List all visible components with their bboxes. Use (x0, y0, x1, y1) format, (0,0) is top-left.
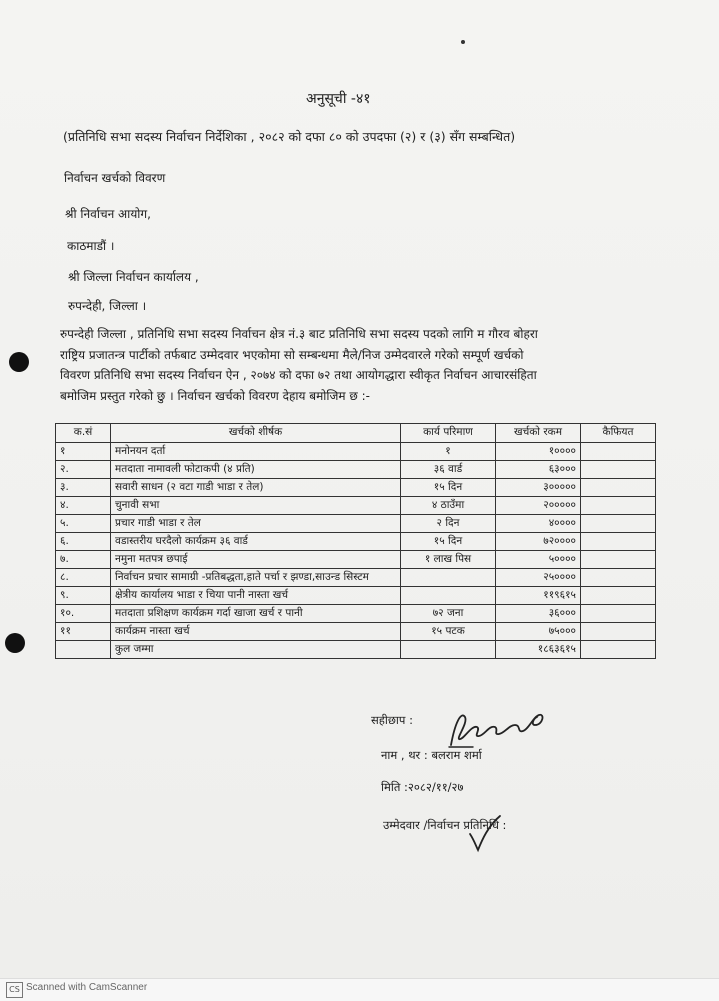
paragraph-line: राष्ट्रिय प्रजातन्त्र पार्टीको तर्फबाट उम्मेदवार भएकोमा सो सम्बन्धमा मैले/निज उम्मेदवारले गरेको सम्पूर्ण खर्चको (60, 347, 524, 362)
table-row (56, 551, 656, 569)
row-amount: २५०००० (496, 569, 581, 587)
paragraph-line: रुपन्देही जिल्ला , प्रतिनिधि सभा सदस्य निर्वाचन क्षेत्र नं.३ बाट प्रतिनिधि सभा सदस्य पदको लागि म गौरव बोहरा (60, 327, 538, 341)
paragraph-line: विवरण प्रतिनिधि सभा सदस्य निर्वाचन ऐन , २०७४ को दफा ७२ तथा आयोगद्धारा स्वीकृत निर्वाचन आचारसंहिता (60, 368, 537, 382)
row-quantity: १५ दिन (401, 479, 496, 497)
row-serial: ११ (56, 623, 111, 641)
row-serial: ३. (56, 479, 111, 497)
document-subtitle: (प्रतिनिधि सभा सदस्य निर्वाचन निर्देशिका , २०८२ को दफा ८० को उपदफा (२) र (३) सँग सम्बन्धित) (63, 129, 516, 144)
table-row (56, 587, 656, 605)
row-remarks (581, 461, 656, 479)
row-amount: ४०००० (496, 515, 581, 533)
row-title: प्रचार गाडी भाडा र तेल (111, 515, 401, 533)
role-field: उम्मेदवार /निर्वाचन प्रतिनिधि : (383, 818, 507, 832)
row-amount: ५०००० (496, 551, 581, 569)
address-line-2: काठमाडौं । (67, 239, 115, 253)
row-serial: ५. (56, 515, 111, 533)
row-amount: ११९६१५ (496, 587, 581, 605)
signature-label: सहीछाप : (371, 713, 413, 727)
row-title: नमुना मतपत्र छपाई (111, 551, 401, 569)
row-quantity: १ (401, 443, 496, 461)
row-quantity: १५ दिन (401, 533, 496, 551)
row-title: मतदाता प्रशिक्षण कार्यक्रम गर्दा खाजा खर्च र पानी (111, 605, 401, 623)
row-quantity: १५ पटक (401, 623, 496, 641)
paragraph-line: बमोजिम प्रस्तुत गरेको छु । निर्वाचन खर्चको विवरण देहाय बमोजिम छ :- (60, 388, 370, 403)
total-amount: १८६३६१५ (496, 641, 581, 659)
camscanner-logo: CS (6, 982, 23, 998)
row-serial: १०. (56, 605, 111, 623)
row-amount: ३००००० (496, 479, 581, 497)
row-serial: ६. (56, 533, 111, 551)
row-remarks (581, 533, 656, 551)
ink-speck (461, 40, 465, 44)
table-row (56, 497, 656, 515)
scanner-footer (0, 978, 719, 1001)
section-heading: निर्वाचन खर्चको विवरण (64, 171, 166, 185)
row-title: निर्वाचन प्रचार सामाग्री -प्रतिबद्धता,हाते पर्चा र झण्डा,साउन्ड सिस्टम (111, 569, 401, 587)
row-remarks (581, 623, 656, 641)
date-field: मिति :२०८२/११/२७ (381, 780, 464, 794)
address-line-4: रुपन्देही, जिल्ला । (68, 299, 147, 313)
document-title: अनुसूची -४१ (306, 91, 371, 107)
header-title: खर्चको शीर्षक (111, 424, 401, 443)
row-remarks (581, 551, 656, 569)
row-title: कार्यक्रम नास्ता खर्च (111, 623, 401, 641)
row-serial: २. (56, 461, 111, 479)
header-quantity: कार्य परिमाण (401, 424, 496, 443)
table-total-row (56, 641, 656, 659)
handwritten-signature (443, 703, 553, 753)
row-quantity: २ दिन (401, 515, 496, 533)
row-title: क्षेत्रीय कार्यालय भाडा र चिया पानी नास्ता खर्च (111, 587, 401, 605)
row-serial: ७. (56, 551, 111, 569)
body-paragraph (60, 324, 660, 406)
address-line-3: श्री जिल्ला निर्वाचन कार्यालय , (68, 270, 199, 284)
header-serial: क.सं (56, 424, 111, 443)
row-remarks (581, 497, 656, 515)
row-quantity: ७२ जना (401, 605, 496, 623)
table-row (56, 479, 656, 497)
table-row (56, 605, 656, 623)
row-amount: ६३००० (496, 461, 581, 479)
punch-hole-top (9, 352, 29, 372)
header-amount: खर्चको रकम (496, 424, 581, 443)
row-amount: ७५००० (496, 623, 581, 641)
table-row (56, 623, 656, 641)
row-title: सवारी साधन (२ वटा गाडी भाडा र तेल) (111, 479, 401, 497)
header-remarks: कैफियत (581, 424, 656, 443)
handwritten-check-mark (466, 812, 508, 854)
address-line-1: श्री निर्वाचन आयोग, (65, 207, 151, 221)
row-serial: ८. (56, 569, 111, 587)
table-row (56, 569, 656, 587)
row-title: मनोनयन दर्ता (111, 443, 401, 461)
table-row (56, 515, 656, 533)
row-quantity: ४ ठाउँमा (401, 497, 496, 515)
row-serial: ९. (56, 587, 111, 605)
row-remarks (581, 587, 656, 605)
row-remarks (581, 569, 656, 587)
row-remarks (581, 443, 656, 461)
total-label: कुल जम्मा (111, 641, 401, 659)
row-amount: ७२०००० (496, 533, 581, 551)
row-serial: १ (56, 443, 111, 461)
row-quantity: ३६ वार्ड (401, 461, 496, 479)
punch-hole-bottom (5, 633, 25, 653)
scanner-watermark: Scanned with CamScanner (26, 982, 148, 993)
row-remarks (581, 515, 656, 533)
expense-table (55, 423, 656, 659)
row-quantity (401, 587, 496, 605)
row-title: चुनावी सभा (111, 497, 401, 515)
row-amount: १०००० (496, 443, 581, 461)
table-row (56, 461, 656, 479)
table-row (56, 533, 656, 551)
row-amount: ३६००० (496, 605, 581, 623)
row-title: मतदाता नामावली फोटाकपी (४ प्रति) (111, 461, 401, 479)
row-quantity (401, 569, 496, 587)
table-header-row (56, 424, 656, 443)
row-remarks (581, 605, 656, 623)
row-serial: ४. (56, 497, 111, 515)
table-row (56, 443, 656, 461)
name-field: नाम , थर : बलराम शर्मा (381, 748, 482, 762)
row-title: वडास्तरीय घरदैलो कार्यक्रम ३६ वार्ड (111, 533, 401, 551)
row-amount: २००००० (496, 497, 581, 515)
row-quantity: १ लाख पिस (401, 551, 496, 569)
row-remarks (581, 479, 656, 497)
